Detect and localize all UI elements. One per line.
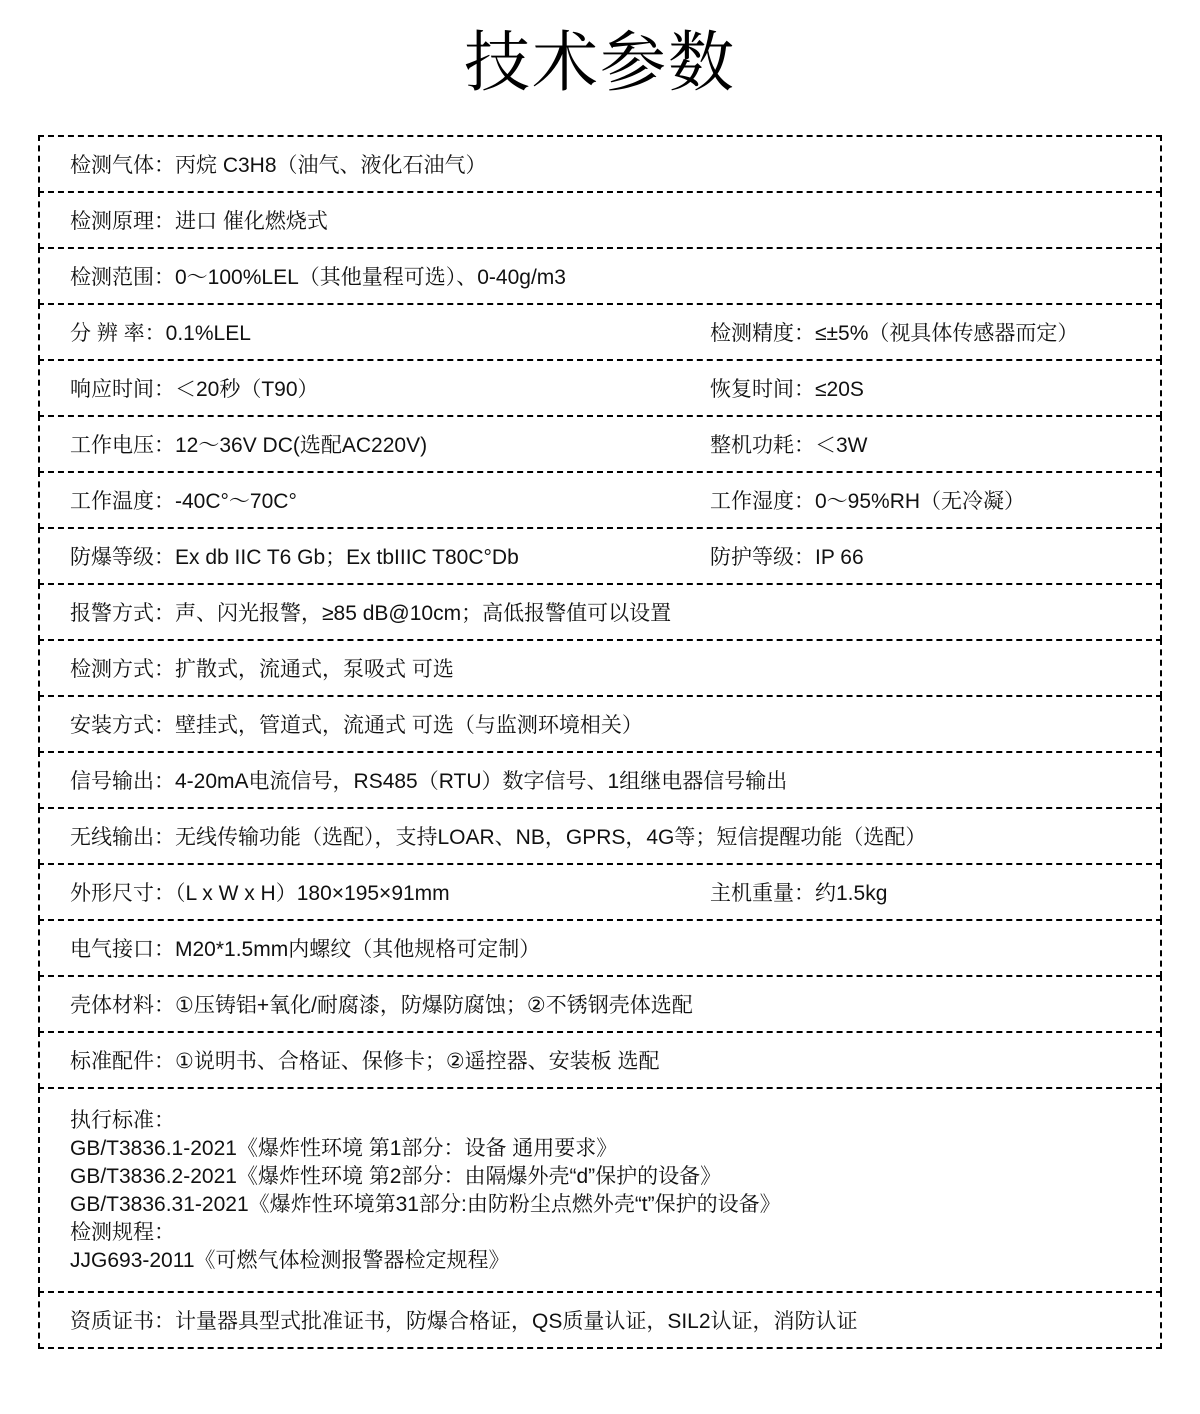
- row-resolution-accuracy: [38, 303, 1162, 361]
- row-detection-mode: [38, 639, 1162, 697]
- ingress-protection-text: 防护等级：IP 66: [710, 546, 864, 569]
- standard-jjg693: JJG693-2011《可燃气体检测报警器检定规程》: [70, 1249, 510, 1272]
- detected-gas-text: 检测气体：丙烷 C3H8（油气、液化石油气）: [70, 154, 487, 177]
- weight-text: 主机重量：约1.5kg: [710, 882, 888, 905]
- housing-material-text: 壳体材料：①压铸铝+氧化/耐腐漆，防爆防腐蚀；②不锈钢壳体选配: [70, 994, 693, 1017]
- alarm-mode-text: 报警方式：声、闪光报警，≥85 dB@10cm；高低报警值可以设置: [70, 602, 672, 625]
- row-standard-accessories: [38, 1031, 1162, 1089]
- row-wireless-output: [38, 807, 1162, 865]
- row-certifications: [38, 1291, 1162, 1349]
- standard-gb3836-31: GB/T3836.31-2021《爆炸性环境第31部分:由防粉尘点燃外壳“t”保护的设备》: [70, 1193, 781, 1216]
- wireless-output-text: 无线输出：无线传输功能（选配），支持LOAR、NB，GPRS，4G等；短信提醒功能（选配）: [70, 826, 927, 849]
- row-alarm-mode: [38, 583, 1162, 641]
- row-voltage-power: [38, 415, 1162, 473]
- standard-accessories-text: 标准配件：①说明书、合格证、保修卡；②遥控器、安装板 选配: [70, 1050, 660, 1073]
- row-electrical-interface: [38, 919, 1162, 977]
- standards-block: [38, 1087, 1162, 1293]
- detection-mode-text: 检测方式：扩散式，流通式，泵吸式 可选: [70, 658, 454, 681]
- explosion-proof-text: 防爆等级：Ex db IIC T6 Gb；Ex tbIIIC T80C°Db: [70, 546, 519, 569]
- row-detection-principle: [38, 191, 1162, 249]
- working-voltage-text: 工作电压：12～36V DC(选配AC220V): [70, 434, 428, 457]
- row-dimensions-weight: [38, 863, 1162, 921]
- working-humidity-text: 工作湿度：0～95%RH（无冷凝）: [710, 490, 1026, 513]
- row-explosion-proof-rating: [38, 527, 1162, 585]
- signal-output-text: 信号输出：4-20mA电流信号，RS485（RTU）数字信号、1组继电器信号输出: [70, 770, 788, 793]
- certifications-text: 资质证书：计量器具型式批准证书，防爆合格证，QS质量认证，SIL2认证，消防认证: [70, 1310, 858, 1333]
- standard-gb3836-1: GB/T3836.1-2021《爆炸性环境 第1部分：设备 通用要求》: [70, 1137, 618, 1160]
- detection-principle-text: 检测原理：进口 催化燃烧式: [70, 210, 328, 233]
- accuracy-text: 检测精度：≤±5%（视具体传感器而定）: [710, 322, 1079, 345]
- electrical-interface-text: 电气接口：M20*1.5mm内螺纹（其他规格可定制）: [70, 938, 541, 961]
- response-time-text: 响应时间：＜20秒（T90）: [70, 378, 319, 401]
- standards-heading: 执行标准：: [70, 1109, 175, 1132]
- installation-mode-text: 安装方式：壁挂式，管道式，流通式 可选（与监测环境相关）: [70, 714, 643, 737]
- row-detected-gas: [38, 135, 1162, 193]
- row-signal-output: [38, 751, 1162, 809]
- working-temperature-text: 工作温度：-40C°～70C°: [70, 490, 297, 513]
- standard-gb3836-2: GB/T3836.2-2021《爆炸性环境 第2部分：由隔爆外壳“d”保护的设备》: [70, 1165, 722, 1188]
- row-detection-range: [38, 247, 1162, 305]
- row-housing-material: [38, 975, 1162, 1033]
- row-installation-mode: [38, 695, 1162, 753]
- recovery-time-text: 恢复时间：≤20S: [710, 378, 864, 401]
- row-temperature-humidity: [38, 471, 1162, 529]
- spec-table: [38, 135, 1162, 1349]
- row-response-recovery-time: [38, 359, 1162, 417]
- page-title: 技术参数: [464, 25, 736, 99]
- dimensions-text: 外形尺寸：（L x W x H）180×195×91mm: [70, 882, 450, 905]
- detection-range-text: 检测范围：0～100%LEL（其他量程可选）、0-40g/m3: [70, 266, 566, 289]
- verification-regulation-heading: 检测规程：: [70, 1221, 175, 1244]
- resolution-text: 分 辨 率：0.1%LEL: [70, 322, 251, 345]
- power-consumption-text: 整机功耗：＜3W: [710, 434, 868, 457]
